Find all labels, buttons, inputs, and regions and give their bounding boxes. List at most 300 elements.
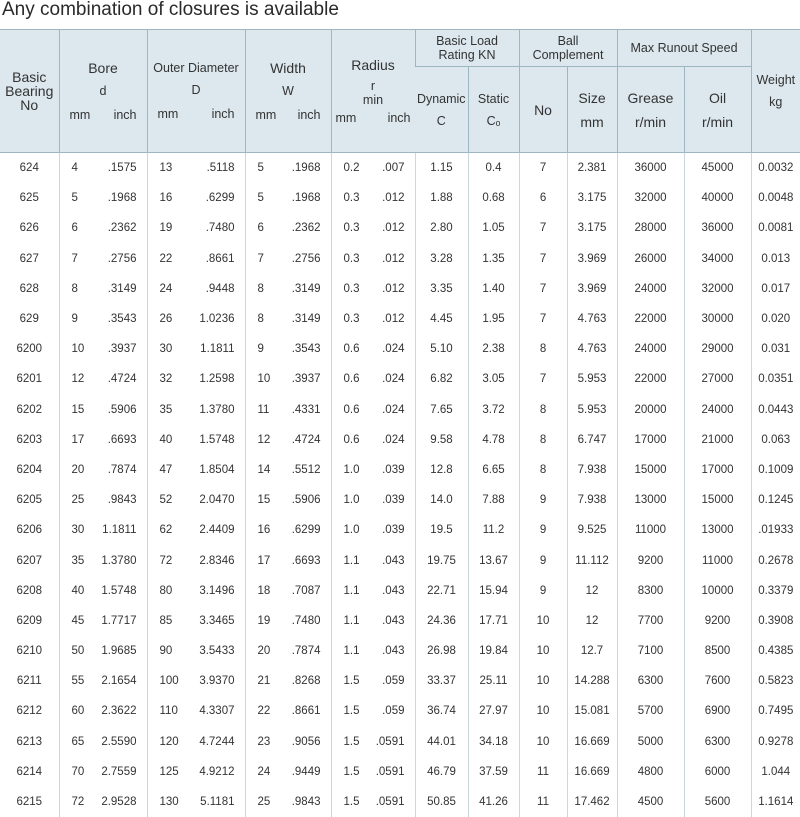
- cell-value: .043: [382, 555, 404, 567]
- cell-value: 23: [258, 736, 271, 748]
- table-cell: 6208: [0, 576, 59, 606]
- table-cell: [147, 636, 245, 666]
- cell-value: .9449: [292, 766, 321, 778]
- cell-value: 0.6: [344, 373, 360, 385]
- oil-unit: r/min: [685, 114, 751, 130]
- page-title: Any combination of closures is available: [2, 0, 339, 22]
- col-dynamic-header: [415, 67, 468, 153]
- col-radius-header: [331, 30, 415, 153]
- table-cell: 29000: [684, 334, 751, 364]
- table-cell: [59, 455, 147, 485]
- cell-value: 16: [160, 192, 173, 204]
- table-cell: 0.9278: [751, 727, 800, 757]
- cell-value: 125: [160, 766, 179, 778]
- table-cell: 8: [519, 455, 567, 485]
- cell-value: 4: [72, 162, 78, 174]
- table-cell: 1.15: [415, 153, 468, 184]
- table-cell: [245, 757, 331, 787]
- cell-value: 25: [72, 494, 85, 506]
- cell-value: .4724: [292, 434, 321, 446]
- cell-value: .6693: [292, 555, 321, 567]
- table-cell: 19.75: [415, 545, 468, 575]
- table-cell: [59, 244, 147, 274]
- table-row: [0, 606, 800, 636]
- table-cell: [245, 153, 331, 184]
- cell-value: 0.3: [344, 253, 360, 265]
- table-cell: 0.0081: [751, 213, 800, 243]
- table-cell: [245, 425, 331, 455]
- cell-value: .5906: [108, 404, 137, 416]
- table-cell: [59, 666, 147, 696]
- table-cell: 6.65: [468, 455, 519, 485]
- cell-value: .039: [382, 524, 404, 536]
- table-cell: 13.67: [468, 545, 519, 575]
- table-cell: [147, 153, 245, 184]
- table-row: [0, 485, 800, 515]
- table-cell: 6.747: [567, 425, 617, 455]
- table-cell: 32000: [684, 274, 751, 304]
- table-cell: 4.78: [468, 425, 519, 455]
- table-cell: 27.97: [468, 696, 519, 726]
- table-cell: 0.1009: [751, 455, 800, 485]
- table-cell: 15000: [684, 485, 751, 515]
- cell-value: 26: [160, 313, 173, 325]
- table-cell: [331, 787, 415, 817]
- table-cell: [59, 183, 147, 213]
- table-cell: [245, 395, 331, 425]
- table-cell: [147, 304, 245, 334]
- table-cell: 6212: [0, 696, 59, 726]
- table-cell: [245, 183, 331, 213]
- table-cell: 12: [567, 606, 617, 636]
- cell-value: 8: [258, 283, 264, 295]
- table-cell: 13000: [617, 485, 684, 515]
- table-cell: 3.175: [567, 213, 617, 243]
- outer-diameter-label: Outer Diameter: [153, 61, 238, 75]
- table-cell: [245, 213, 331, 243]
- cell-value: 1.1811: [200, 343, 234, 355]
- table-cell: 24.36: [415, 606, 468, 636]
- cell-value: .5118: [207, 162, 235, 174]
- table-cell: [147, 545, 245, 575]
- table-cell: [59, 696, 147, 726]
- table-cell: [147, 425, 245, 455]
- cell-value: .7087: [292, 585, 321, 597]
- cell-value: .059: [382, 705, 404, 717]
- table-cell: 4.45: [415, 304, 468, 334]
- table-cell: [147, 606, 245, 636]
- col-outer-diameter-header: [147, 30, 245, 153]
- cell-value: 25: [258, 796, 271, 808]
- cell-value: .3149: [292, 313, 321, 325]
- table-cell: [245, 455, 331, 485]
- table-cell: 17.462: [567, 787, 617, 817]
- cell-value: 4.9212: [199, 766, 234, 778]
- cell-value: .8661: [206, 253, 235, 265]
- cell-value: .7874: [292, 645, 321, 657]
- cell-value: 70: [72, 766, 85, 778]
- cell-value: .7480: [292, 615, 321, 627]
- cell-value: 40: [160, 434, 173, 446]
- cell-value: .3149: [292, 283, 321, 295]
- static-label: Static: [478, 92, 509, 106]
- cell-value: 1.9685: [101, 645, 136, 657]
- table-cell: 9: [519, 515, 567, 545]
- cell-value: .043: [382, 585, 404, 597]
- table-cell: 36000: [617, 153, 684, 184]
- table-cell: 3.969: [567, 274, 617, 304]
- table-cell: 10: [519, 666, 567, 696]
- table-cell: 8: [519, 425, 567, 455]
- table-cell: 6213: [0, 727, 59, 757]
- cell-value: 1.7717: [101, 615, 136, 627]
- table-cell: [245, 606, 331, 636]
- cell-value: 5.1181: [200, 796, 234, 808]
- table-cell: 7100: [617, 636, 684, 666]
- cell-value: .1968: [292, 162, 321, 174]
- table-cell: 22.71: [415, 576, 468, 606]
- cell-value: 2.3622: [101, 705, 136, 717]
- cell-value: .059: [382, 675, 404, 687]
- table-cell: [245, 515, 331, 545]
- table-row: [0, 213, 800, 243]
- table-cell: 9: [519, 485, 567, 515]
- table-cell: 24000: [684, 395, 751, 425]
- table-row: [0, 395, 800, 425]
- table-cell: 1.05: [468, 213, 519, 243]
- cell-value: .1968: [292, 192, 321, 204]
- cell-value: 2.4409: [199, 524, 234, 536]
- table-cell: [147, 757, 245, 787]
- cell-value: 0.3: [344, 283, 360, 295]
- table-cell: 0.0351: [751, 364, 800, 394]
- cell-value: 55: [72, 675, 85, 687]
- cell-value: 80: [160, 585, 173, 597]
- table-cell: 0.013: [751, 244, 800, 274]
- table-cell: 626: [0, 213, 59, 243]
- ball-label-line1: Ball: [520, 34, 617, 48]
- table-cell: [245, 696, 331, 726]
- table-cell: [147, 183, 245, 213]
- cell-value: .2756: [292, 253, 321, 265]
- cell-value: 0.6: [344, 343, 360, 355]
- cell-value: .1575: [108, 162, 137, 174]
- cell-value: 0.6: [344, 434, 360, 446]
- table-cell: [245, 244, 331, 274]
- table-cell: [147, 395, 245, 425]
- table-cell: 6202: [0, 395, 59, 425]
- table-cell: 0.4385: [751, 636, 800, 666]
- table-cell: 12.8: [415, 455, 468, 485]
- table-cell: 14.288: [567, 666, 617, 696]
- cell-value: 1.1811: [102, 524, 136, 536]
- radius-symbol: r: [332, 79, 415, 93]
- table-cell: [147, 515, 245, 545]
- table-cell: 21000: [684, 425, 751, 455]
- table-cell: [59, 364, 147, 394]
- cell-value: 1.5: [344, 766, 360, 778]
- cell-value: .4331: [292, 404, 321, 416]
- table-row: [0, 666, 800, 696]
- grease-unit: r/min: [618, 114, 684, 130]
- grease-label: Grease: [628, 90, 674, 106]
- cell-value: 10: [258, 373, 271, 385]
- cell-value: 100: [160, 675, 179, 687]
- cell-value: .039: [382, 464, 404, 476]
- bearing-table-body: [0, 153, 800, 817]
- cell-value: 90: [160, 645, 173, 657]
- cell-value: 20: [72, 464, 85, 476]
- cell-value: 9: [72, 313, 78, 325]
- cell-value: 35: [72, 555, 85, 567]
- table-cell: [59, 636, 147, 666]
- table-cell: 30000: [684, 304, 751, 334]
- table-row: [0, 183, 800, 213]
- col-basic-load-header: [415, 30, 519, 67]
- bore-symbol: d: [60, 84, 147, 98]
- table-row: [0, 787, 800, 817]
- table-cell: [147, 666, 245, 696]
- table-cell: 24000: [617, 274, 684, 304]
- table-cell: 3.175: [567, 183, 617, 213]
- table-cell: 0.063: [751, 425, 800, 455]
- table-row: [0, 153, 800, 184]
- table-cell: [331, 636, 415, 666]
- table-cell: 9200: [617, 545, 684, 575]
- table-cell: 3.05: [468, 364, 519, 394]
- table-cell: 26.98: [415, 636, 468, 666]
- table-cell: 15.081: [567, 696, 617, 726]
- table-cell: [147, 334, 245, 364]
- table-row: [0, 334, 800, 364]
- width-label: Width: [270, 60, 306, 76]
- table-cell: 6215: [0, 787, 59, 817]
- cell-value: .043: [382, 615, 404, 627]
- radius-unit-mm: mm: [336, 111, 357, 125]
- table-cell: [59, 576, 147, 606]
- cell-value: .1968: [108, 192, 137, 204]
- cell-value: 2.5590: [101, 736, 136, 748]
- cell-value: 1.8504: [199, 464, 234, 476]
- table-cell: [331, 696, 415, 726]
- table-cell: 624: [0, 153, 59, 184]
- table-cell: 7: [519, 364, 567, 394]
- table-cell: 6.82: [415, 364, 468, 394]
- table-cell: 9.525: [567, 515, 617, 545]
- table-cell: 1.95: [468, 304, 519, 334]
- cell-value: 2.7559: [101, 766, 136, 778]
- cell-value: 5: [258, 192, 264, 204]
- cell-value: 12: [72, 373, 85, 385]
- table-cell: 17000: [617, 425, 684, 455]
- radius-qualifier: min: [332, 93, 415, 107]
- max-speed-label: Max Runout Speed: [631, 41, 738, 55]
- table-cell: 7.938: [567, 455, 617, 485]
- table-cell: [245, 545, 331, 575]
- cell-value: 4.3307: [199, 705, 234, 717]
- cell-value: .3543: [292, 343, 321, 355]
- table-cell: 6214: [0, 757, 59, 787]
- col-static-header: [468, 67, 519, 153]
- col-bore-header: [59, 30, 147, 153]
- radius-unit-inch: inch: [388, 111, 411, 125]
- table-row: [0, 545, 800, 575]
- table-cell: [59, 606, 147, 636]
- ball-label-line2: Complement: [520, 48, 617, 62]
- cell-value: 20: [258, 645, 271, 657]
- table-cell: 34.18: [468, 727, 519, 757]
- width-unit-inch: inch: [298, 108, 321, 122]
- cell-value: .8268: [292, 675, 321, 687]
- basic-load-label-line1: Basic Load: [416, 34, 519, 48]
- table-cell: [331, 153, 415, 184]
- table-cell: [59, 304, 147, 334]
- cell-value: 72: [72, 796, 85, 808]
- table-cell: 6900: [684, 696, 751, 726]
- table-cell: 40000: [684, 183, 751, 213]
- table-cell: [331, 666, 415, 696]
- col-oil-header: [684, 67, 751, 153]
- table-cell: [147, 364, 245, 394]
- cell-value: 24: [258, 766, 271, 778]
- outer-diameter-symbol: D: [148, 83, 245, 97]
- cell-value: 15: [72, 404, 85, 416]
- cell-value: 1.5748: [101, 585, 136, 597]
- cell-value: 17: [258, 555, 271, 567]
- table-cell: 3.969: [567, 244, 617, 274]
- table-cell: [245, 636, 331, 666]
- table-cell: [147, 455, 245, 485]
- cell-value: 85: [160, 615, 173, 627]
- table-cell: 7.88: [468, 485, 519, 515]
- table-cell: 8300: [617, 576, 684, 606]
- table-cell: 16.669: [567, 757, 617, 787]
- cell-value: .7480: [206, 222, 235, 234]
- table-cell: 3.72: [468, 395, 519, 425]
- table-cell: 1.40: [468, 274, 519, 304]
- cell-value: .024: [382, 434, 404, 446]
- table-row: [0, 274, 800, 304]
- table-cell: 15000: [617, 455, 684, 485]
- cell-value: 4.7244: [199, 736, 234, 748]
- table-cell: 6201: [0, 364, 59, 394]
- cell-value: 15: [258, 494, 271, 506]
- table-cell: 6204: [0, 455, 59, 485]
- table-cell: 0.0032: [751, 153, 800, 184]
- table-cell: 6300: [617, 666, 684, 696]
- cell-value: 30: [72, 524, 85, 536]
- table-cell: [147, 244, 245, 274]
- table-cell: [59, 545, 147, 575]
- table-cell: 8: [519, 395, 567, 425]
- table-cell: [331, 244, 415, 274]
- cell-value: 2.1654: [101, 675, 136, 687]
- cell-value: 8: [72, 283, 78, 295]
- cell-value: .007: [382, 162, 404, 174]
- cell-value: 8: [258, 313, 264, 325]
- cell-value: 35: [160, 404, 173, 416]
- col-width-header: [245, 30, 331, 153]
- cell-value: .2362: [108, 222, 137, 234]
- table-cell: 36.74: [415, 696, 468, 726]
- col-grease-header: [617, 67, 684, 153]
- cell-value: 22: [258, 705, 271, 717]
- table-cell: 28000: [617, 213, 684, 243]
- cell-value: 1.3780: [101, 555, 136, 567]
- table-cell: [331, 576, 415, 606]
- table-cell: 6209: [0, 606, 59, 636]
- cell-value: 120: [160, 736, 179, 748]
- table-cell: [59, 485, 147, 515]
- table-cell: [245, 274, 331, 304]
- cell-value: 3.1496: [199, 585, 234, 597]
- cell-value: .6693: [108, 434, 137, 446]
- table-cell: 9.58: [415, 425, 468, 455]
- cell-value: .039: [382, 494, 404, 506]
- cell-value: .012: [382, 313, 404, 325]
- cell-value: 22: [160, 253, 173, 265]
- cell-value: 2.8346: [199, 555, 234, 567]
- table-cell: 24000: [617, 334, 684, 364]
- table-cell: 19.5: [415, 515, 468, 545]
- cell-value: 30: [160, 343, 173, 355]
- table-cell: 10000: [684, 576, 751, 606]
- table-cell: 1.1614: [751, 787, 800, 817]
- table-cell: [245, 334, 331, 364]
- table-cell: 12.7: [567, 636, 617, 666]
- outer-diameter-unit-mm: mm: [158, 107, 179, 121]
- cell-value: 3.3465: [199, 615, 234, 627]
- table-row: [0, 425, 800, 455]
- table-cell: 7: [519, 213, 567, 243]
- cell-value: .024: [382, 404, 404, 416]
- table-cell: 4800: [617, 757, 684, 787]
- table-cell: 36000: [684, 213, 751, 243]
- table-cell: 5000: [617, 727, 684, 757]
- cell-value: 7: [258, 253, 264, 265]
- table-cell: [245, 304, 331, 334]
- table-cell: 10: [519, 606, 567, 636]
- cell-value: 1.0: [344, 494, 360, 506]
- table-cell: 627: [0, 244, 59, 274]
- table-cell: [59, 757, 147, 787]
- cell-value: 62: [160, 524, 173, 536]
- cell-value: 0.6: [344, 404, 360, 416]
- table-row: [0, 757, 800, 787]
- cell-value: 1.0: [344, 524, 360, 536]
- cell-value: .3937: [292, 373, 321, 385]
- cell-value: 0.3: [344, 313, 360, 325]
- bearing-spec-table: [0, 29, 800, 817]
- table-cell: 7.65: [415, 395, 468, 425]
- table-cell: [331, 183, 415, 213]
- table-cell: 46.79: [415, 757, 468, 787]
- ball-size-unit: mm: [568, 114, 617, 130]
- cell-value: 1.5748: [199, 434, 234, 446]
- table-cell: [147, 485, 245, 515]
- table-cell: [59, 727, 147, 757]
- table-cell: 7: [519, 244, 567, 274]
- cell-value: .024: [382, 373, 404, 385]
- table-cell: 0.031: [751, 334, 800, 364]
- table-cell: 7: [519, 274, 567, 304]
- table-cell: [245, 485, 331, 515]
- cell-value: 5: [258, 162, 264, 174]
- table-cell: 19.84: [468, 636, 519, 666]
- bore-unit-mm: mm: [70, 108, 91, 122]
- table-cell: [331, 274, 415, 304]
- ball-size-label: Size: [578, 90, 605, 106]
